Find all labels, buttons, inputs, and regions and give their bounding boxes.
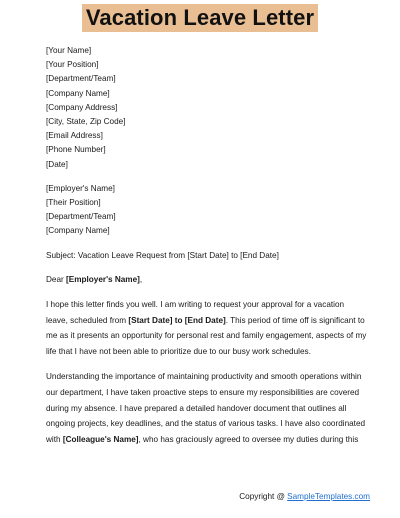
sender-position: [Your Position] — [46, 60, 99, 70]
subject-line: Subject: Vacation Leave Request from [Start Date] to [End Date] — [46, 250, 279, 260]
salutation-name: [Employer's Name] — [66, 274, 140, 284]
page-title: Vacation Leave Letter — [82, 4, 318, 32]
salutation — [46, 273, 366, 287]
sender-date: [Date] — [46, 159, 68, 169]
recipient-position: [Their Position] — [46, 198, 101, 208]
paragraph-intro-part1: I hope this letter finds you well. I am writing to request your approval for a vacation leave, scheduled from — [46, 300, 345, 325]
paragraph-coverage-colleague: [Colleague's Name] — [62, 434, 139, 444]
salutation-prefix: Dear — [46, 274, 67, 284]
sender-block — [46, 44, 366, 172]
paragraph-coverage — [46, 369, 368, 447]
paragraph-intro — [46, 297, 368, 359]
recipient-block — [46, 182, 366, 239]
sender-address: [Company Address] — [46, 102, 118, 112]
sender-name: [Your Name] — [46, 46, 92, 55]
copyright-footer — [239, 491, 370, 503]
sender-city: [City, State, Zip Code] — [46, 117, 126, 127]
recipient-name: [Employer's Name] — [46, 183, 115, 193]
salutation-suffix: , — [139, 274, 143, 284]
paragraph-intro-dates: [Start Date] to [End Date] — [128, 315, 226, 325]
recipient-department: [Department/Team] — [46, 212, 116, 222]
sender-company: [Company Name] — [46, 88, 110, 98]
paragraph-coverage-part2: , who has graciously agreed to oversee my duties during this — [138, 434, 359, 444]
paragraph-coverage-part1: Understanding the importance of maintaining productivity and smooth operations within our department, I have taken proactive steps to ensure my responsibilities are covered during my absence. I have prepared a detailed handover document that outlines all ongoing projects, key deadlines, and the status of various tasks. I have also coordinated with — [46, 372, 366, 444]
recipient-company: [Company Name] — [46, 226, 110, 236]
paragraph-intro-part2: . This period of time off is significant to me as it presents an opportunity for personal rest and family engagement, aspects of my life that I have not been able to prioritize due to our busy work schedules. — [46, 315, 367, 356]
sender-department: [Department/Team] — [46, 74, 116, 84]
sender-email: [Email Address] — [46, 131, 103, 141]
copyright-text: Copyright @ — [239, 492, 288, 501]
copyright-link[interactable]: SampleTemplates.com — [287, 492, 370, 501]
title-wrap — [0, 4, 400, 32]
letter-body — [46, 44, 366, 447]
sender-phone: [Phone Number] — [46, 145, 106, 155]
